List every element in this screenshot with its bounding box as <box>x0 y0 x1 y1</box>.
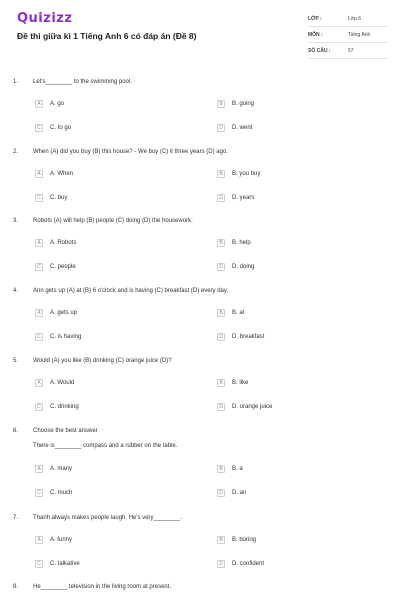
option-text: C. drinking <box>50 404 79 410</box>
option-letter-box: B <box>217 170 225 178</box>
option-letter-box: B <box>217 100 225 108</box>
option-letter-box: C <box>35 263 43 271</box>
option-text: D. years <box>232 195 255 201</box>
meta-info <box>308 11 388 59</box>
option-letter-box: C <box>35 194 43 202</box>
question-number: 3. <box>13 218 19 224</box>
answer-option[interactable] <box>35 378 74 388</box>
question-text: Ann gets up (A) at (B) 6 o'clock and is having (C) breakfast (D) every day. <box>33 288 229 294</box>
question-number: 2. <box>13 149 19 155</box>
option-text: D. confident <box>232 561 265 567</box>
meta-value: 57 <box>348 47 354 54</box>
meta-value: Lớp 6 <box>348 15 362 22</box>
option-text: B. help <box>232 240 251 246</box>
option-letter-box: A <box>35 309 43 317</box>
option-letter-box: C <box>35 124 43 132</box>
answer-option[interactable] <box>217 99 254 109</box>
answer-option[interactable] <box>35 193 67 203</box>
option-text: D. an <box>232 490 247 496</box>
meta-subject <box>308 27 388 43</box>
question-number: 5. <box>13 358 19 364</box>
option-letter-box: D <box>217 333 225 341</box>
question-text: He________ television in the living room at present. <box>33 584 172 590</box>
option-text: B. boring <box>232 537 257 543</box>
answer-option[interactable] <box>217 238 251 248</box>
option-text: C. is having <box>50 334 82 340</box>
answer-option[interactable] <box>35 332 81 342</box>
question-text: Let's________ to the swimming pool. <box>33 79 132 85</box>
answer-option[interactable] <box>35 535 72 545</box>
option-letter-box: D <box>217 263 225 271</box>
option-text: D. breakfast <box>232 334 265 340</box>
option-letter-box: D <box>217 560 225 568</box>
option-letter-box: B <box>217 309 225 317</box>
page-title: Đề thi giữa kì 1 Tiếng Anh 6 có đáp án (Đề 8) <box>17 31 197 41</box>
question-text: Robots (A) will help (B) people (C) doing (D) the housework. <box>33 218 193 224</box>
meta-label: MÔN : <box>308 31 323 38</box>
option-letter-box: C <box>35 403 43 411</box>
option-letter-box: A <box>35 239 43 247</box>
option-text: A. When <box>50 171 74 177</box>
answer-option[interactable] <box>217 535 256 545</box>
answer-option[interactable] <box>35 488 72 498</box>
answer-option[interactable] <box>217 559 264 569</box>
quizizz-logo: Quizizz <box>17 11 73 26</box>
option-text: D. orange juice <box>232 404 273 410</box>
option-text: A. Would <box>50 380 75 386</box>
option-text: A. gets up <box>50 310 78 316</box>
answer-option[interactable] <box>217 378 248 388</box>
option-text: A. funny <box>50 537 73 543</box>
answer-option[interactable] <box>35 238 76 248</box>
option-letter-box: D <box>217 489 225 497</box>
option-text: B. you buy <box>232 171 261 177</box>
question-number: 4. <box>13 288 19 294</box>
option-letter-box: A <box>35 536 43 544</box>
option-text: B. a <box>232 466 243 472</box>
option-text: B. at <box>232 310 245 316</box>
answer-option[interactable] <box>35 559 80 569</box>
answer-option[interactable] <box>217 488 246 498</box>
question-number: 1. <box>13 79 19 85</box>
option-text: C. much <box>50 490 73 496</box>
meta-value: Tiếng Anh <box>348 31 371 38</box>
option-text: C. buy <box>50 195 68 201</box>
option-letter-box: A <box>35 100 43 108</box>
option-text: B. going <box>232 101 255 107</box>
option-letter-box: B <box>217 465 225 473</box>
option-letter-box: C <box>35 333 43 341</box>
option-text: C. talkative <box>50 561 80 567</box>
option-letter-box: B <box>217 239 225 247</box>
question-text: Would (A) you like (B) drinking (C) orange juice (D)? <box>33 358 172 364</box>
option-letter-box: D <box>217 403 225 411</box>
question-text: Thanh always makes people laugh. He's very________. <box>33 515 182 521</box>
answer-option[interactable] <box>35 402 79 412</box>
option-text: A. Robots <box>50 240 77 246</box>
option-text: C. people <box>50 264 76 270</box>
meta-label: LỚP : <box>308 15 322 22</box>
meta-question-count <box>308 43 388 59</box>
option-text: D. doing <box>232 264 255 270</box>
option-text: D. went <box>232 125 253 131</box>
answer-option[interactable] <box>217 402 272 412</box>
question-number: 8. <box>13 584 19 590</box>
answer-option[interactable] <box>217 308 244 318</box>
option-letter-box: C <box>35 560 43 568</box>
option-text: A. go <box>50 101 65 107</box>
option-letter-box: A <box>35 170 43 178</box>
answer-option[interactable] <box>35 99 64 109</box>
option-letter-box: A <box>35 465 43 473</box>
answer-option[interactable] <box>35 262 76 272</box>
answer-option[interactable] <box>217 262 254 272</box>
answer-option[interactable] <box>217 193 254 203</box>
meta-label: SỐ CÂU : <box>308 47 331 54</box>
question-number: 7. <box>13 515 19 521</box>
question-text: When (A) did you buy (B) this house? - We buy (C) it three years (D) ago. <box>33 149 228 155</box>
answer-option[interactable] <box>35 169 73 179</box>
question-subtext: There is________ compass and a rubber on the table. <box>33 443 178 449</box>
option-letter-box: B <box>217 536 225 544</box>
answer-option[interactable] <box>217 332 264 342</box>
option-letter-box: D <box>217 194 225 202</box>
meta-grade <box>308 11 388 27</box>
answer-option[interactable] <box>35 464 72 474</box>
answer-option[interactable] <box>217 169 260 179</box>
question-number: 6. <box>13 428 19 434</box>
option-letter-box: D <box>217 124 225 132</box>
question-text: Choose the best answer <box>33 428 98 434</box>
answer-option[interactable] <box>217 123 252 133</box>
answer-option[interactable] <box>217 464 243 474</box>
option-text: A. many <box>50 466 73 472</box>
answer-option[interactable] <box>35 123 71 133</box>
option-text: C. to go <box>50 125 72 131</box>
answer-option[interactable] <box>35 308 77 318</box>
option-letter-box: A <box>35 379 43 387</box>
option-text: B. like <box>232 380 249 386</box>
option-letter-box: C <box>35 489 43 497</box>
option-letter-box: B <box>217 379 225 387</box>
